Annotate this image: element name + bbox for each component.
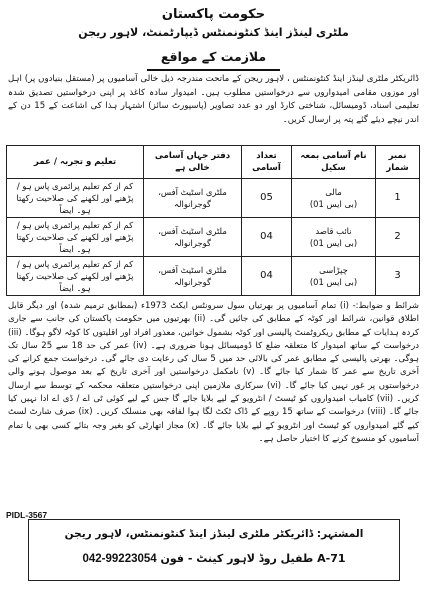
qualification-cell: کم از کم تعلیم پرائمری پاس ہو / پڑھنے اور لکھنے کی صلاحیت رکھتا ہو۔ ایضاً bbox=[7, 257, 144, 296]
qualification-cell: کم از کم تعلیم پرائمری پاس ہو / پڑھنے اور لکھنے کی صلاحیت رکھتا ہو۔ ایضاً bbox=[7, 218, 144, 257]
serial-cell: 1 bbox=[376, 179, 420, 218]
post-name: نائب قاصد bbox=[315, 226, 352, 236]
post-cell bbox=[292, 257, 376, 296]
jobs-heading: ملازمت کے مواقع bbox=[147, 47, 280, 71]
phone-number: 042-99223054 bbox=[82, 553, 157, 565]
qualification-cell: کم از کم تعلیم پرائمری پاس ہو / پڑھنے اور لکھنے کی صلاحیت رکھتا ہو۔ ایضاً bbox=[7, 179, 144, 218]
office-cell: ملٹری اسٹیٹ آفس، گوجرانوالہ bbox=[144, 257, 242, 296]
table-header-row bbox=[7, 146, 420, 179]
advertisement-page bbox=[6, 4, 421, 587]
post-cell bbox=[292, 179, 376, 218]
terms-and-conditions: شرائط و ضوابط:- (i) تمام آسامیوں پر بھرتیاں سول سرونٹس ایکٹ 1973ء (بمطابق ترمیم شدہ) اور دیگر قابل اطلاق قوانین، شرائط اور کوٹہ کے مطابق کی جائیں گی۔ (ii) بھرتیوں میں حکومت پاکستان کی جانب سے جاری کردہ ہدایات کے مطابق ریکروٹمنٹ پالیسی اور کوٹہ بشمول خواتین، معذور افراد اور اقلیتوں کا کوٹہ لاگو ہوگا۔ (iii) درخواست کے ساتھ امیدوار کا متعلقہ ضلع کا ڈومیسائل ہونا ضروری ہے۔ (iv) عمر کی حد 18 سے 25 سال تک ہوگی۔ بھرتی پالیسی کے مطابق عمر کی بالائی حد میں 5 سال کی رعایت دی جائے گی۔ درخواست جمع کرانے کی آخری تاریخ سے عمر کا شمار کیا جائے گا۔ (v) نامکمل درخواستیں اور آخری تاریخ کے بعد موصول ہونے والی درخواستوں پر غور نہیں کیا جائے گا۔ (vi) سرکاری ملازمین اپنی درخواستیں متعلقہ محکمہ کے توسط سے ارسال کریں۔ (vii) کامیاب امیدواروں کو ٹیسٹ / انٹرویو کے لیے بلایا جائے گا جس کے لیے کوئی ٹی اے / ڈی اے ادا نہیں کیا جائے گا۔ (viii) درخواست کے ساتھ 15 روپے کے ڈاک ٹکٹ لگا ہوا لفافہ بھی منسلک کریں۔ (ix) صرف شارٹ لسٹ کیے گئے امیدواروں کو ٹیسٹ اور انٹرویو کے لیے بلایا جائے گا۔ (x) مجاز اتھارٹی کو بغیر وجہ بتائے کسی بھی یا تمام آسامیوں کو منسوخ کرنے کا اختیار حاصل ہے۔ bbox=[8, 301, 419, 444]
serial-cell: 3 bbox=[376, 257, 420, 296]
post-name: مالی bbox=[325, 187, 342, 197]
header-qualification: تعلیم و تجربہ / عمر bbox=[7, 146, 144, 179]
pidl-number: PIDL-3567 bbox=[6, 510, 48, 520]
post-scale: (بی ایس 01) bbox=[309, 277, 358, 287]
office-cell: ملٹری اسٹیٹ آفس، گوجرانوالہ bbox=[144, 179, 242, 218]
count-cell: 05 bbox=[242, 179, 292, 218]
address-text: 71-A طفیل روڈ لاہور کینٹ - فون bbox=[160, 552, 346, 565]
table-row bbox=[7, 218, 420, 257]
header-serial: نمبر شمار bbox=[376, 146, 420, 179]
header-count: تعداد آسامی bbox=[242, 146, 292, 179]
table-row bbox=[7, 257, 420, 296]
address-line bbox=[29, 550, 399, 568]
jobs-table bbox=[6, 145, 420, 296]
serial-cell: 2 bbox=[376, 218, 420, 257]
count-cell: 04 bbox=[242, 218, 292, 257]
heading-wrap bbox=[6, 46, 421, 70]
count-cell: 04 bbox=[242, 257, 292, 296]
post-name: چپڑاسی bbox=[319, 265, 348, 275]
advertiser-box bbox=[28, 519, 400, 581]
department-title: ملٹری لینڈز اینڈ کنٹونمنٹس ڈیپارٹمنٹ، لاہور ریجن bbox=[78, 26, 349, 39]
office-cell: ملٹری اسٹیٹ آفس، گوجرانوالہ bbox=[144, 218, 242, 257]
advertiser-line: المشتہر: ڈائریکٹر ملٹری لینڈز اینڈ کنٹونمنٹس، لاہور ریجن bbox=[64, 528, 364, 540]
header-post: نام آسامی بمعہ سکیل bbox=[292, 146, 376, 179]
intro-paragraph: ڈائریکٹر ملٹری لینڈز اینڈ کنٹونمنٹس ، لاہور ریجن کے ماتحت مندرجہ ذیل خالی آسامیوں پر (مستقل بنیادوں پر) اہل اور موزوں مقامی امیدواروں سے درخواستیں مطلوب ہیں۔ امیدوار سادہ کاغذ پر اپنی درخواستیں تصدیق شدہ تعلیمی اسناد، ڈومیسائل، شناختی کارڈ اور دو عدد تصاویر (پاسپورٹ سائز) اشتہار ہذا کی اشاعت کے 15 دن کے اندر نیچے دیئے گئے پتہ پر ارسال کریں۔ bbox=[8, 74, 419, 125]
government-title: حکومت پاکستان bbox=[161, 7, 266, 22]
header-office: دفتر جہاں آسامی خالی ہے bbox=[144, 146, 242, 179]
post-scale: (بی ایس 01) bbox=[309, 199, 358, 209]
table-row bbox=[7, 179, 420, 218]
post-cell bbox=[292, 218, 376, 257]
post-scale: (بی ایس 01) bbox=[309, 238, 358, 248]
